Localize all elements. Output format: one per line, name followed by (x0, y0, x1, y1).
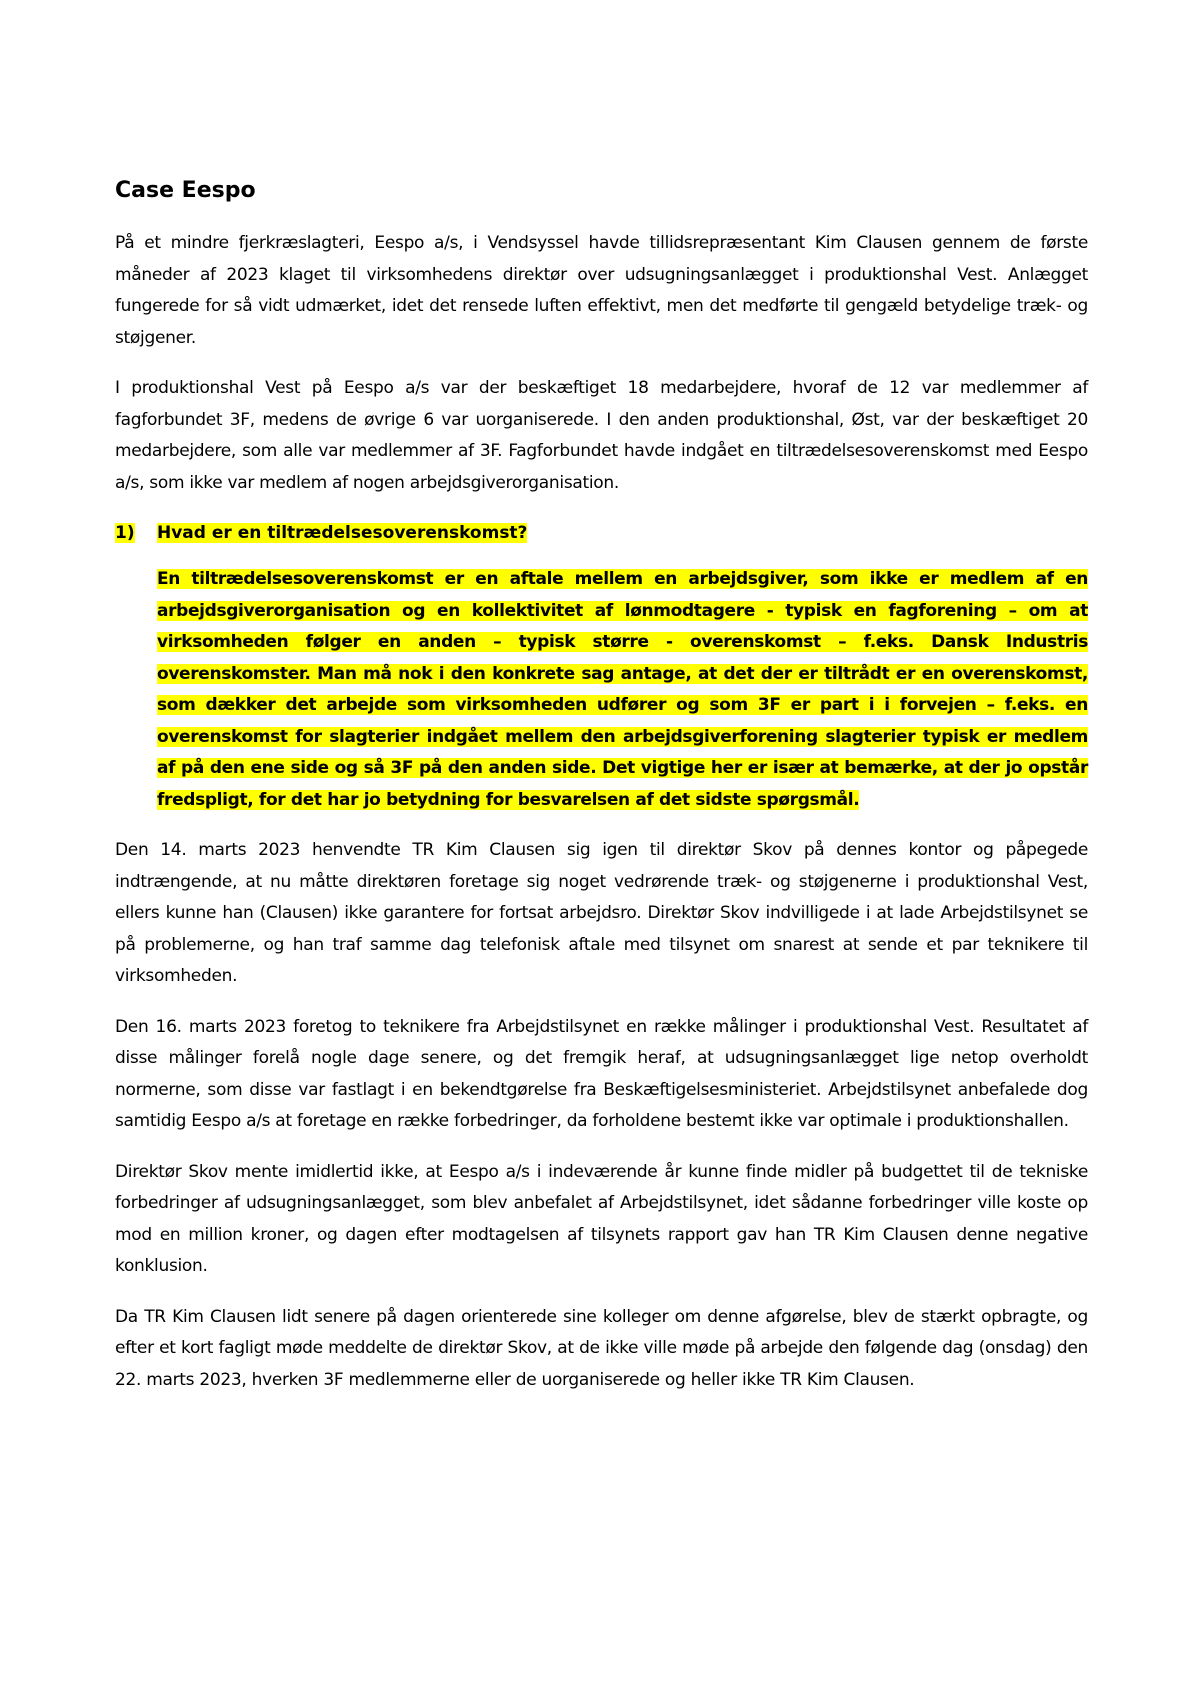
paragraph-strike: Da TR Kim Clausen lidt senere på dagen orienterede sine kolleger om denne afgørelse, blev de stærkt opbragte, og efter et kort fagligt møde meddelte de direktør Skov, at de ikke ville møde på arbejde den følgende dag (onsdag) den 22. marts 2023, hverken 3F medlemmerne eller de uorganiserede og heller ikke TR Kim Clausen. (115, 1306, 1088, 1390)
question-number: 1) (115, 523, 135, 543)
paragraph-employees: I produktionshal Vest på Eespo a/s var der beskæftiget 18 medarbejdere, hvoraf de 12 var medlemmer af fagforbundet 3F, medens de øvrige 6 var uorganiserede. I den anden produktionshal, Øst, var der beskæftiget 20 medarbejdere, som alle var medlemmer af 3F. Fagforbundet havde indgået en tiltrædelsesoverenskomst med Eespo a/s, som ikke var medlem af nogen arbejdsgiverorganisation. (115, 378, 1088, 493)
paragraph-director-decision: Direktør Skov mente imidlertid ikke, at Eespo a/s i indeværende år kunne finde midler på budgettet til de tekniske forbedringer af udsugningsanlægget, som blev anbefalet af Arbejdstilsynet, idet sådanne forbedringer ville koste op mod en million kroner, og dagen efter modtagelsen af tilsynets rapport gav han TR Kim Clausen denne negative konklusion. (115, 1161, 1088, 1276)
answer-1-highlighted: En tiltrædelsesoverenskomst er en aftale mellem en arbejdsgiver, som ikke er medlem af en arbejdsgiverorganisation og en kollektivitet af lønmodtagere - typisk en fagforening – om at virksomheden følger en anden – typisk større - overenskomst – f.eks. Dansk Industris overenskomster. Man må nok i den konkrete sag antage, at det der er tiltrådt er en overenskomst, som dækker det arbejde som virksomheden udfører og som 3F er part i i forvejen – f.eks. en overenskomst for slagterier indgået mellem den arbejdsgiverforening slagterier typisk er medlem af på den ene side og så 3F på den anden side. Det vigtige her er især at bemærke, at der jo opstår fredspligt, for det har jo betydning for besvarelsen af det sidste spørgsmål. (157, 569, 1088, 810)
document-page (115, 176, 1088, 1415)
paragraph-intro: På et mindre fjerkræslagteri, Eespo a/s, i Vendsyssel havde tillidsrepræsentant Kim Clausen gennem de første måneder af 2023 klaget til virksomhedens direktør over udsugningsanlægget i produktionshal Vest. Anlægget fungerede for så vidt udmærket, idet det rensede luften effektivt, men det medførte til gengæld betydelige træk- og støjgener. (115, 233, 1088, 348)
question-1 (115, 518, 1088, 549)
document-title: Case Eespo (115, 178, 256, 203)
question-text: Hvad er en tiltrædelsesoverenskomst? (157, 523, 528, 543)
paragraph-march-16: Den 16. marts 2023 foretog to teknikere fra Arbejdstilsynet en række målinger i produktionshal Vest. Resultatet af disse målinger forelå nogle dage senere, og det fremgik heraf, at udsugningsanlægget lige netop overholdt normerne, som disse var fastlagt i en bekendtgørelse fra Beskæftigelsesministeriet. Arbejdstilsynet anbefalede dog samtidig Eespo a/s at foretage en række forbedringer, da forholdene bestemt ikke var optimale i produktionshallen. (115, 1016, 1088, 1131)
paragraph-march-14: Den 14. marts 2023 henvendte TR Kim Clausen sig igen til direktør Skov på dennes kontor og påpegede indtrængende, at nu måtte direktøren foretage sig noget vedrørende træk- og støjgenerne i produktionshal Vest, ellers kunne han (Clausen) ikke garantere for fortsat arbejdsro. Direktør Skov indvilligede i at lade Arbejdstilsynet se på problemerne, og han traf samme dag telefonisk aftale med tilsynet om snarest at sende et par teknikere til virksomheden. (115, 840, 1088, 986)
